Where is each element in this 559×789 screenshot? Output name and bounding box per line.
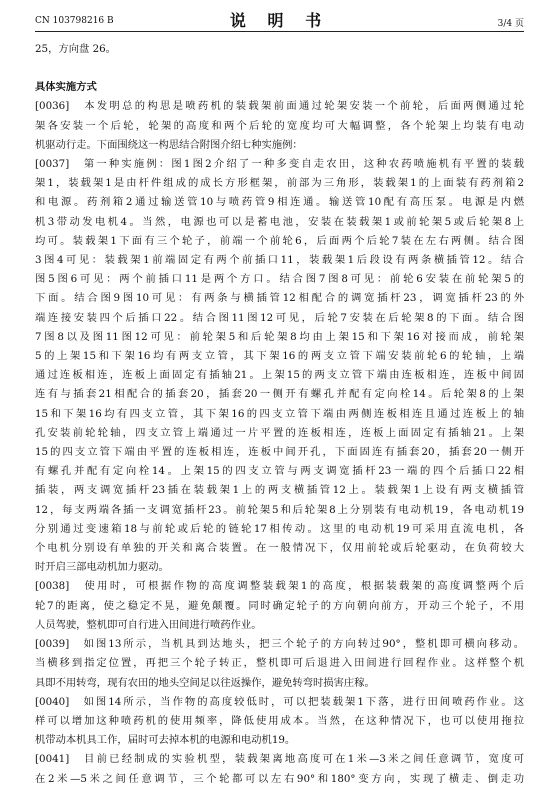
paragraph-line: 通过连板相连，连板上面固定有插轴21。上架15的两支立管下端由连板相连，连板中间固 <box>35 369 524 382</box>
paragraph-line: 均可。装载架1下面有三个轮子，前端一个前轮6，后面两个后轮7装在左右两侧。结合图 <box>35 234 524 247</box>
body-text <box>35 40 524 789</box>
paragraph-line: [0040] 如图14所示，当作物的高度较低时，可以把装载架1下落，进行田间喷药作业。这 <box>35 695 524 708</box>
paragraph-line: 当横移到指定位置，再把三个轮子转正，整机即可后退进入田间进行回程作业。这样整个机 <box>35 657 524 670</box>
paragraph-line: 孔安装前轮轮轴，四支立管上端通过一片平置的连板相连，连板上面固定有插轴21。上架 <box>35 426 524 439</box>
paragraph-line: 机带动本机具工作，届时可去掉本机的电源和电动机19。 <box>35 734 296 747</box>
paragraph-line: 在2米—5米之间任意调节，三个轮都可以左右90°和180°变方向，实现了横走、倒走功 <box>35 772 524 785</box>
paragraph-line: 时开启三部电动机加力驱动。 <box>35 561 169 574</box>
paragraph-line: 12，每支两端各插一支调宽插杆23。前轮架5和后轮架8上分别装有电动机19，各电动机19 <box>35 503 524 516</box>
paragraph-line: 样可以增加这种喷药机的使用频率，降低使用成本。当然，在这种情况下，也可以使用拖拉 <box>35 714 524 727</box>
paragraph-line: 3图4可见：装载架1前端固定有两个前插口11，装载架1后段设有两条横插管12。结合 <box>35 254 524 267</box>
paragraph-line: 端连接安装四个后插口22。结合图11图12可见，后轮7安装在后轮架8的下面。结合图 <box>35 311 524 324</box>
paragraph-line: 个电机分别设有单独的开关和离合装置。在一般情况下，仅用前轮或后轮驱动，在负荷较大 <box>35 542 524 555</box>
publication-number: CN 103798216 B <box>35 16 114 26</box>
paragraph-line: 轮7的距离，使之稳定不晃，避免颠覆。同时确定轮子的方向朝向前方，开动三个轮子，不用 <box>35 599 524 612</box>
paragraph-line: 连有与插套21相配合的插套20，插套20一侧开有螺孔并配有定向栓14。后轮架8的上架 <box>35 388 524 401</box>
section-heading: 具体实施方式 <box>35 81 97 94</box>
paragraph-line: 机驱动行走。下面围绕这一构思结合附图介绍七种实施例： <box>35 138 303 151</box>
paragraph-line: 有螺孔并配有定向栓14。上架15的四支立管与两支调宽插杆23一端的四个后插口22相 <box>35 465 524 478</box>
paragraph-line: [0037] 第一种实施例：图1图2介绍了一种多变自走农田，这种农药喷施机有平置的装载 <box>35 158 524 171</box>
paragraph-line: 15和下架16均有四支立管，其下架16的四支立管下端由两侧连板相连且通过连板上的轴 <box>35 407 524 420</box>
paragraph-line: 架1，装载架1是由杆件组成的成长方形框架，前部为三角形，装载架1的上面装有药剂箱2 <box>35 177 524 190</box>
paragraph-line: 插装，两支调宽插杆23插在装载架1上的两支横插管12上。装载架1上设有两支横插管 <box>35 484 524 497</box>
header-rule <box>35 31 524 32</box>
paragraph-line: 和电源。药剂箱2通过输送管10与喷药管9相连通。输送管10配有高压泵。电源是内燃 <box>35 196 524 209</box>
page-header <box>35 8 524 30</box>
paragraph-line: 下面。结合图9图10可见：有两条与横插管12相配合的调宽插杆23，调宽插杆23的外 <box>35 292 524 305</box>
paragraph-line: 图5图6可见：两个前插口11是两个方口。结合图7图8可见：前轮6安装在前轮架5的 <box>35 273 524 286</box>
paragraph-line: 具即不用转弯，现有农田的地头空间足以往返操作，避免转弯时损害庄稼。 <box>35 676 375 689</box>
paragraph-line: [0039] 如图13所示，当机具到达地头，把三个轮子的方向转过90°，整机即可横向移动。 <box>35 638 524 651</box>
paragraph-line: 7图8以及图11图12可见：前轮架5和后轮架8均由上架15和下架16对接而成，前轮架 <box>35 330 524 343</box>
paragraph-line: 分别通过变速箱18与前轮或后轮的链轮17相传动。这里的电动机19可采用直流电机，各 <box>35 522 524 535</box>
paragraph-line: [0036] 本发明总的构思是喷药机的装载架前面通过轮架安装一个前轮，后面两侧通过轮 <box>35 100 524 113</box>
paragraph-line: 人员驾驶，整机即可自行进入田间进行喷药作业。 <box>35 618 262 631</box>
paragraph-line: 架各安装一个后轮，轮架的高度和两个后轮的宽度均可大幅调整，各个轮架上均装有电动 <box>35 119 524 132</box>
page-title: 说 明 书 <box>229 11 330 30</box>
paragraph-line: 15的四支立管下端由平置的连板相连，连板中间开孔，下面固连有插套20，插套20一侧开 <box>35 446 524 459</box>
paragraph-line: [0038] 使用时，可根据作物的高度调整装载架1的高度，根据装载架的高度调整两个后 <box>35 580 524 593</box>
text-line: 25，方向盘 26。 <box>35 43 116 55</box>
paragraph-line: [0041] 目前已经制成的实验机型，装载架离地高度可在1米—3米之间任意调节，宽度可 <box>35 753 524 766</box>
page-number: 3/4 页 <box>497 19 524 29</box>
paragraph-line: 5的上架15和下架16均有两支立管，其下架16的两支立管下端安装前轮6的轮轴，上端 <box>35 350 524 363</box>
paragraph-line: 机3带动发电机4。当然，电源也可以是蓄电池，安装在装载架1或前轮架5或后轮架8上 <box>35 215 524 228</box>
